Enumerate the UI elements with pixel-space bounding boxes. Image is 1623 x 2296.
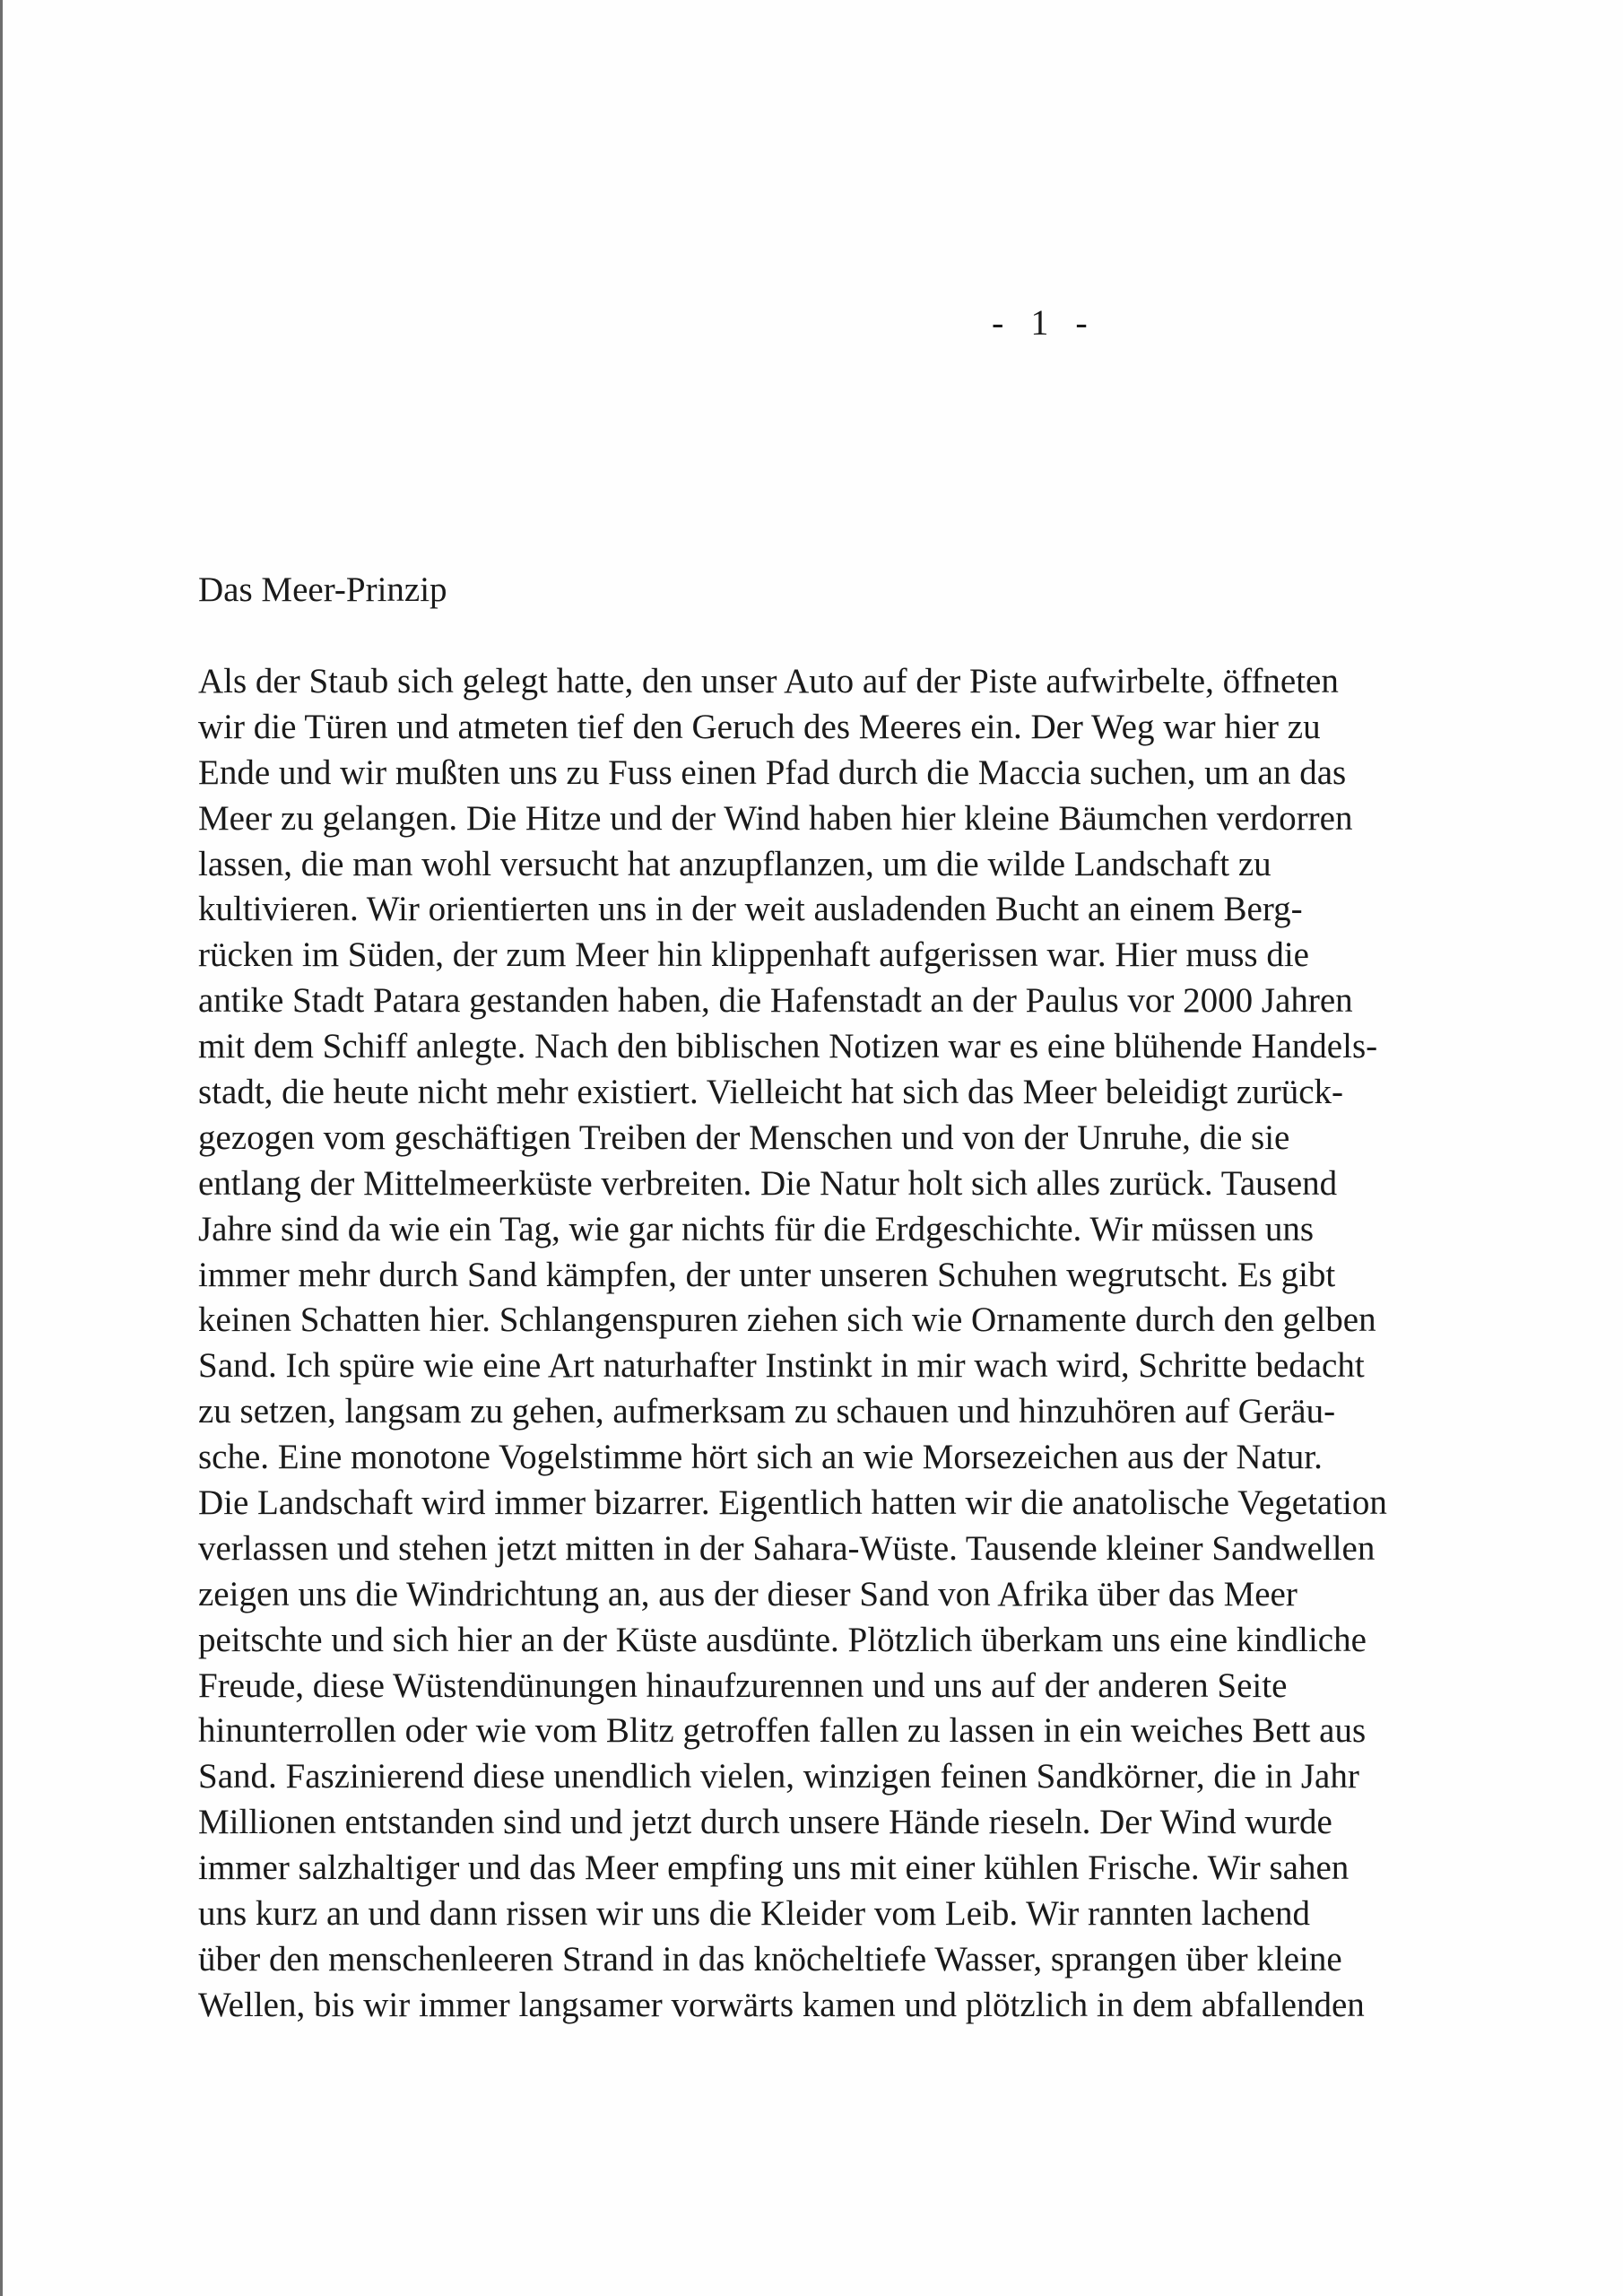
text-line: mit dem Schiff anlegte. Nach den biblischen Notizen war es eine blühende Handels- [198, 1027, 1378, 1066]
text-line: zeigen uns die Windrichtung an, aus der dieser Sand von Afrika über das Meer [198, 1574, 1298, 1613]
text-line: peitschte und sich hier an der Küste ausdünte. Plötzlich überkam uns eine kindliche [198, 1620, 1367, 1659]
body-text [198, 659, 1471, 2029]
text-line: verlassen und stehen jetzt mitten in der Sahara-Wüste. Tausende kleiner Sandwellen [198, 1528, 1376, 1568]
text-line: immer salzhaltiger und das Meer empfing uns mit einer kühlen Frische. Wir sahen [198, 1848, 1350, 1888]
text-line: Wellen, bis wir immer langsamer vorwärts kamen und plötzlich in dem abfallenden [198, 1985, 1365, 2024]
text-line: rücken im Süden, der zum Meer hin klippenhaft aufgerissen war. Hier muss die [198, 935, 1309, 975]
text-line: Jahre sind da wie ein Tag, wie gar nichts für die Erdgeschichte. Wir müssen uns [198, 1209, 1315, 1248]
text-line: keinen Schatten hier. Schlangenspuren ziehen sich wie Ornamente durch den gelben [198, 1300, 1376, 1340]
text-line: über den menschenleeren Strand in das knöcheltiefe Wasser, sprangen über kleine [198, 1939, 1342, 1979]
text-line: sche. Eine monotone Vogelstimme hört sich an wie Morsezeichen aus der Natur. [198, 1438, 1323, 1477]
text-line: immer mehr durch Sand kämpfen, der unter unseren Schuhen wegrutscht. Es gibt [198, 1255, 1336, 1294]
text-line: gezogen vom geschäftigen Treiben der Menschen und von der Unruhe, die sie [198, 1118, 1290, 1157]
text-line: Als der Staub sich gelegt hatte, den unser Auto auf der Piste aufwirbelte, öffneten [198, 662, 1339, 700]
text-line: Die Landschaft wird immer bizarrer. Eigentlich hatten wir die anatolische Vegetation [198, 1483, 1387, 1523]
text-line: Sand. Ich spüre wie eine Art naturhafter Instinkt in mir wach wird, Schritte bedacht [198, 1346, 1365, 1386]
text-line: kultivieren. Wir orientierten uns in der weit ausladenden Bucht an einem Berg- [198, 890, 1303, 929]
text-line: entlang der Mittelmeerküste verbreiten. Die Natur holt sich alles zurück. Tausend [198, 1163, 1338, 1203]
text-line: Freude, diese Wüstendünungen hinaufzurennen und uns auf der anderen Seite [198, 1665, 1288, 1705]
scan-edge-shadow [0, 0, 3, 2296]
text-line: Ende und wir mußten uns zu Fuss einen Pfad durch die Maccia suchen, um an das [198, 752, 1347, 792]
text-line: zu setzen, langsam zu gehen, aufmerksam zu schauen und hinzuhören auf Geräu- [198, 1392, 1336, 1431]
text-line: wir die Türen und atmeten tief den Geruch des Meeres ein. Der Weg war hier zu [198, 707, 1321, 746]
text-line: lassen, die man wohl versucht hat anzupflanzen, um die wilde Landschaft zu [198, 844, 1271, 883]
text-line: uns kurz an und dann rissen wir uns die Kleider vom Leib. Wir rannten lachend [198, 1894, 1310, 1934]
text-line: hinunterrollen oder wie vom Blitz getroffen fallen zu lassen in ein weiches Bett aus [198, 1711, 1367, 1751]
text-line: Millionen entstanden sind und jetzt durch unsere Hände rieseln. Der Wind wurde [198, 1803, 1332, 1842]
text-line: Sand. Faszinierend diese unendlich vielen, winzigen feinen Sandkörner, die in Jahr [198, 1757, 1359, 1796]
text-line: Meer zu gelangen. Die Hitze und der Wind haben hier kleine Bäumchen verdorren [198, 798, 1353, 838]
page-number: - 1 - [992, 302, 1097, 343]
document-title: Das Meer-Prinzip [198, 570, 447, 609]
text-line: stadt, die heute nicht mehr existiert. Vielleicht hat sich das Meer beleidigt zurück- [198, 1073, 1344, 1112]
text-line: antike Stadt Patara gestanden haben, die Hafenstadt an der Paulus vor 2000 Jahren [198, 981, 1353, 1021]
